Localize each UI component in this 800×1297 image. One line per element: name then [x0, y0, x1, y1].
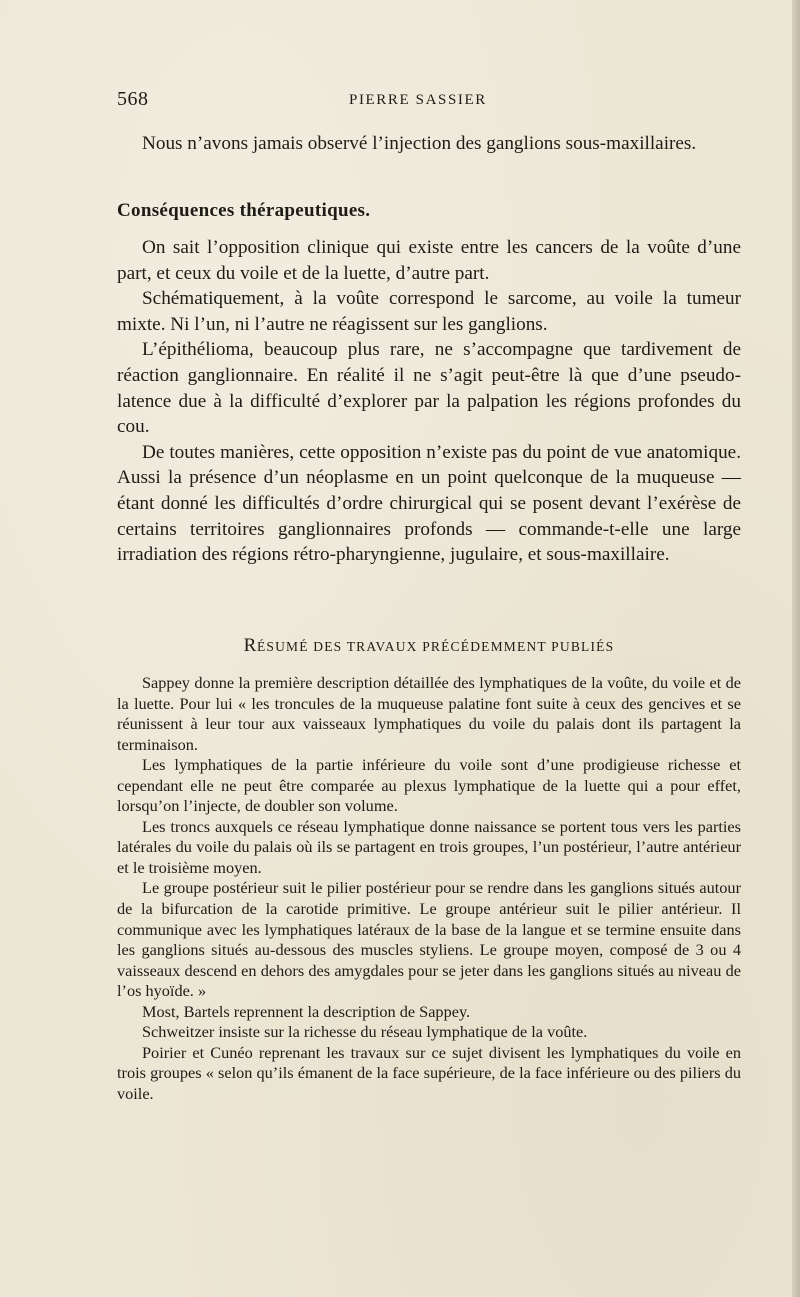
paragraph: Les troncs auxquels ce réseau lymphatique donne naissance se portent tous vers les parties latérales du voile du palais où ils se partagent en trois groupes, l’un postérieur, l’autre antérieur et le troisième moyen.: [117, 816, 741, 877]
section-heading-consequences: Conséquences thérapeutiques.: [117, 200, 371, 221]
summary-heading-rest: ÉSUMÉ DES TRAVAUX PRÉCÉDEMMENT PUBLIÉS: [256, 639, 615, 654]
paragraph: On sait l’opposition clinique qui existe entre les cancers de la voûte d’une part, et ceux du voile et de la luette, d’autre part.: [117, 237, 741, 284]
paragraph: Schématiquement, à la voûte correspond le sarcome, au voile la tumeur mixte. Ni l’un, ni l’autre ne réagissent sur les ganglions.: [117, 288, 741, 335]
consequences-body: [117, 235, 741, 568]
intro-block: [117, 131, 741, 157]
paragraph: Sappey donne la première description détaillée des lymphatiques de la voûte, du voile et de la luette. Pour lui « les troncules de la muqueuse palatine font suite à ceux des gencives et se réunissent à leur tour aux vaisseaux lymphatiques du voile du palais dont ils partagent la terminaison.: [117, 673, 741, 754]
paragraph: L’épithélioma, beaucoup plus rare, ne s’accompagne que tardivement de réaction ganglionnaire. En réalité il ne s’agit peut-être là que d’une pseudo-latence due à la difficulté d’explorer par la palpation les régions profondes du cou.: [117, 339, 741, 438]
paragraph: Le groupe postérieur suit le pilier postérieur pour se rendre dans les ganglions situés autour de la bifurcation de la carotide primitive. Le groupe antérieur suit le pilier antérieur. Il communique avec les lymphatiques latéraux de la base de la langue et se termine ensuite dans les ganglions situés au-dessous des muscles styliens. Le groupe moyen, composé de 3 ou 4 vaisseaux descend en dehors des amygdales pour se jeter dans les ganglions situés au niveau de l’os hyoïde. »: [117, 878, 741, 1001]
intro-paragraph: Nous n’avons jamais observé l’injection des ganglions sous-maxillaires.: [142, 133, 697, 154]
summary-body: [117, 673, 741, 1104]
section-heading-summary: [117, 635, 741, 657]
page-edge: [792, 0, 800, 1297]
page-number: 568: [117, 88, 149, 110]
summary-heading-initial: R: [243, 635, 257, 656]
paragraph: De toutes manières, cette opposition n’existe pas du point de vue anatomique. Aussi la présence d’un néoplasme en un point quelconque de la muqueuse — étant donné les difficultés d’ordre chirurgical qui se posent devant l’exérèse de certains territoires ganglionnaires profonds — commande-t-elle une large irradiation des régions rétro-pharyngienne, jugulaire, et sous-maxillaire.: [117, 441, 741, 566]
paragraph: Most, Bartels reprennent la description de Sappey.: [142, 1001, 471, 1021]
paragraph: Poirier et Cunéo reprenant les travaux sur ce sujet divisent les lymphatiques du voile en trois groupes « selon qu’ils émanent de la face supérieure, de la face inférieure ou des piliers du voile.: [117, 1042, 741, 1103]
running-head: PIERRE SASSIER: [349, 92, 487, 108]
page-header: [117, 88, 741, 114]
paragraph: Schweitzer insiste sur la richesse du réseau lymphatique de la voûte.: [142, 1022, 588, 1042]
paragraph: Les lymphatiques de la partie inférieure du voile sont d’une prodigieuse richesse et cependant elle ne peut être comparée au plexus lymphatique de la luette qui a pour effet, lorsqu’on l’injecte, de doubler son volume.: [117, 755, 741, 816]
